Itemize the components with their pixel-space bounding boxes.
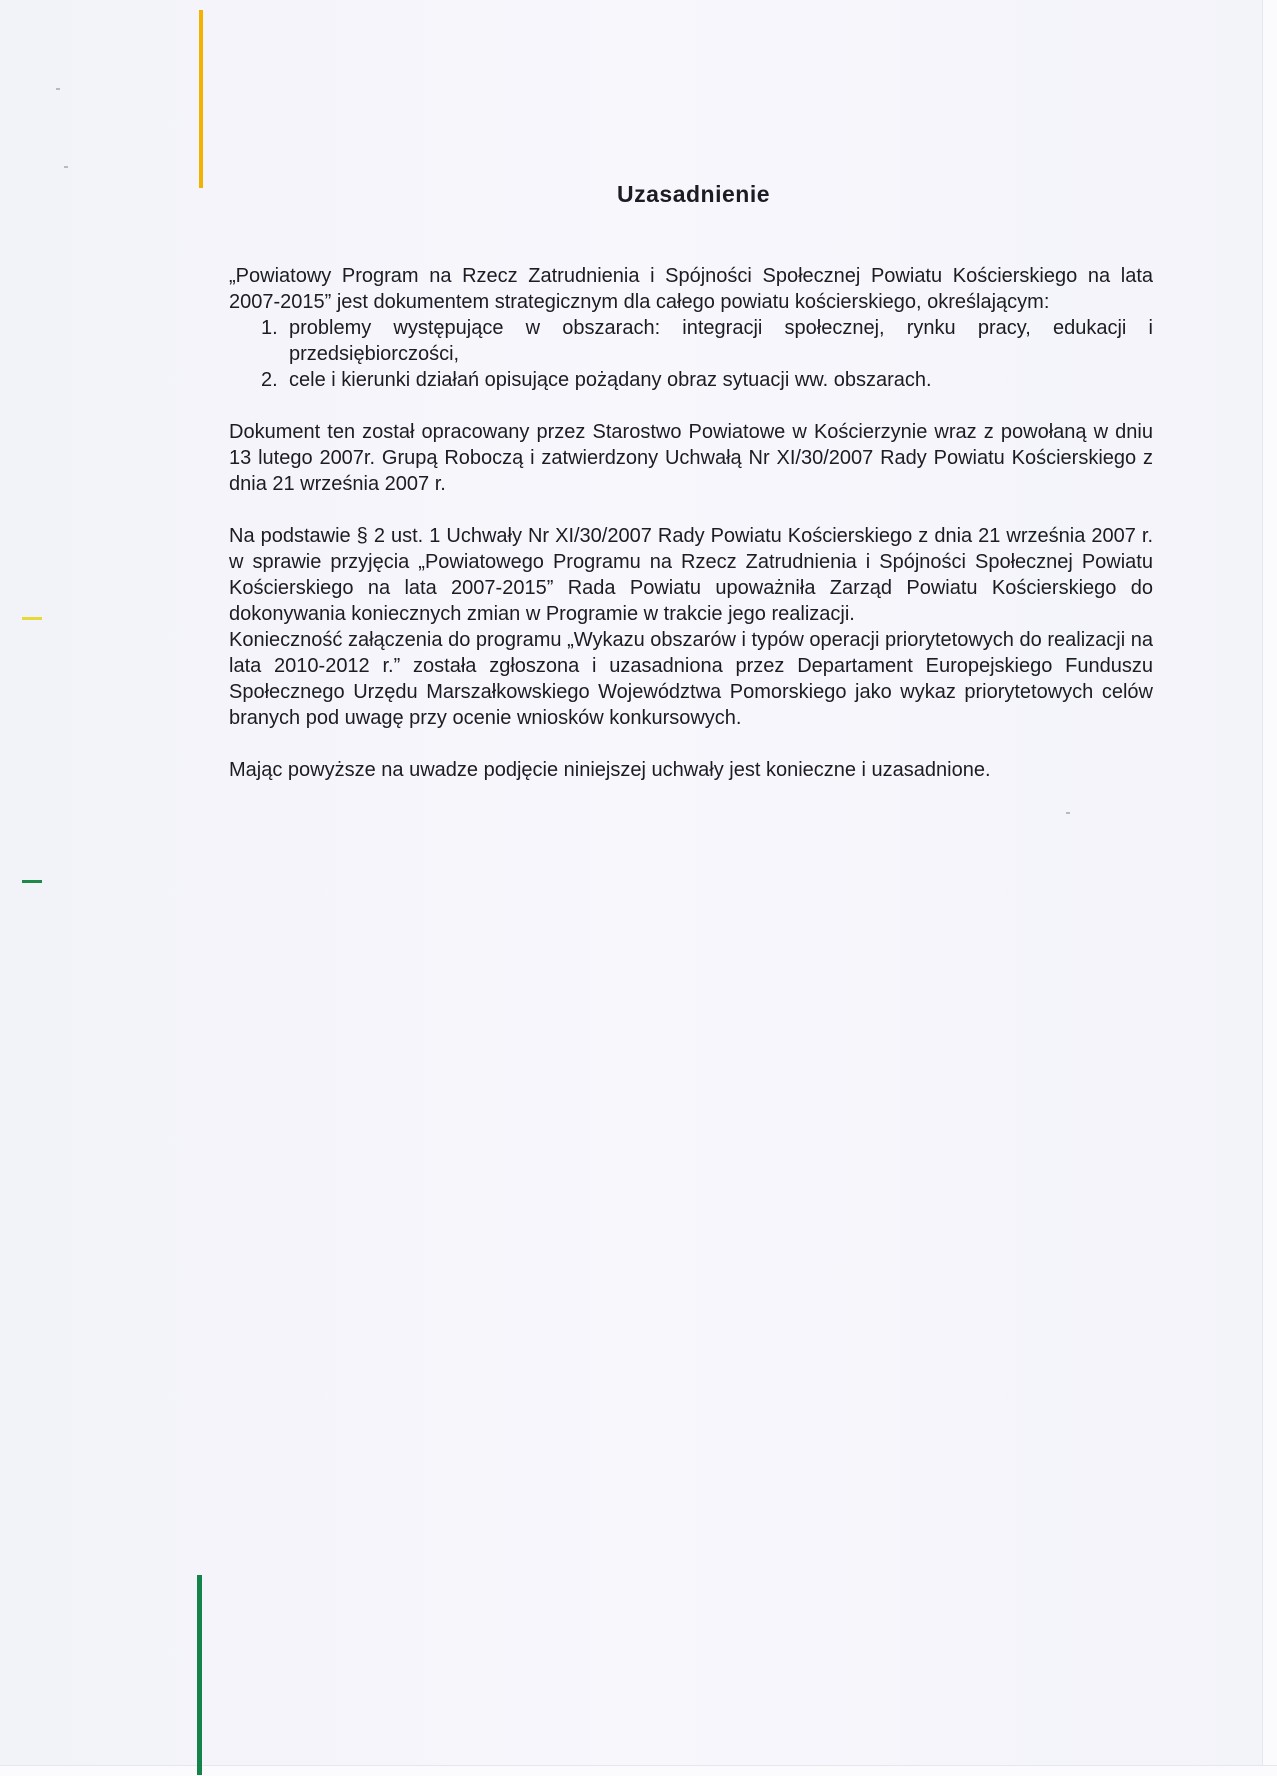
legal-basis-paragraph: Na podstawie § 2 ust. 1 Uchwały Nr XI/30/2007 Rady Powiatu Kościerskiego z dnia 21 września 2007 r. w sprawie przyjęcia „Powiatowego Programu na Rzecz Zatrudnienia i Spójności Społecznej Powiatu Kościerskiego na lata 2007-2015” Rada Powiatu upoważniła Zarząd Powiatu Kościerskiego do dokonywania koniecznych zmian w Programie w trakcie jego realizacji. [229,525,1153,625]
attachment-paragraph: Konieczność załączenia do programu „Wykazu obszarów i typów operacji priorytetowych do realizacji na lata 2010-2012 r.” została zgłoszona i uzasadniona przez Departament Europejskiego Funduszu Społecznego Urzędu Marszałkowskiego Województwa Pomorskiego jako wykaz priorytetowych celów branych pod uwagę przy ocenie wniosków konkursowych. [229,629,1153,729]
list-item [261,315,1153,367]
paragraph-gap [229,731,1153,757]
conclusion-paragraph: Mając powyższe na uwadze podjęcie niniejszej uchwały jest konieczne i uzasadnione. [229,759,991,781]
development-paragraph: Dokument ten został opracowany przez Starostwo Powiatowe w Kościerzynie wraz z powołaną w dniu 13 lutego 2007r. Grupą Roboczą i zatwierdzony Uchwałą Nr XI/30/2007 Rady Powiatu Kościerskiego z dnia 21 września 2007 r. [229,421,1153,495]
defined-items-list [261,315,1153,393]
list-item [261,367,1153,393]
green-binding-mark [197,1575,202,1775]
intro-paragraph: „Powiatowy Program na Rzecz Zatrudnienia i Spójności Społecznej Powiatu Kościerskiego na lata 2007-2015” jest dokumentem strategicznym dla całego powiatu kościerskiego, określającym: [229,265,1153,313]
paragraph-gap [229,393,1153,419]
scan-speck [1066,812,1070,814]
document-body [229,263,1153,783]
list-item-number: 1. [261,317,278,339]
document-title: Uzasadnienie [617,181,770,207]
page-edge-bottom [0,1765,1277,1776]
green-margin-mark [22,880,42,883]
list-item-number: 2. [261,369,278,391]
orange-binding-mark [199,10,203,188]
list-item-text: cele i kierunki działań opisujące pożądany obraz sytuacji ww. obszarach. [289,369,932,391]
paragraph-gap [229,497,1153,523]
scan-speck [64,166,68,168]
scan-speck [56,88,60,90]
yellow-margin-mark [22,617,42,620]
page-edge-right [1262,0,1277,1776]
list-item-text: problemy występujące w obszarach: integracji społecznej, rynku pracy, edukacji i przedsiębiorczości, [289,317,1153,365]
